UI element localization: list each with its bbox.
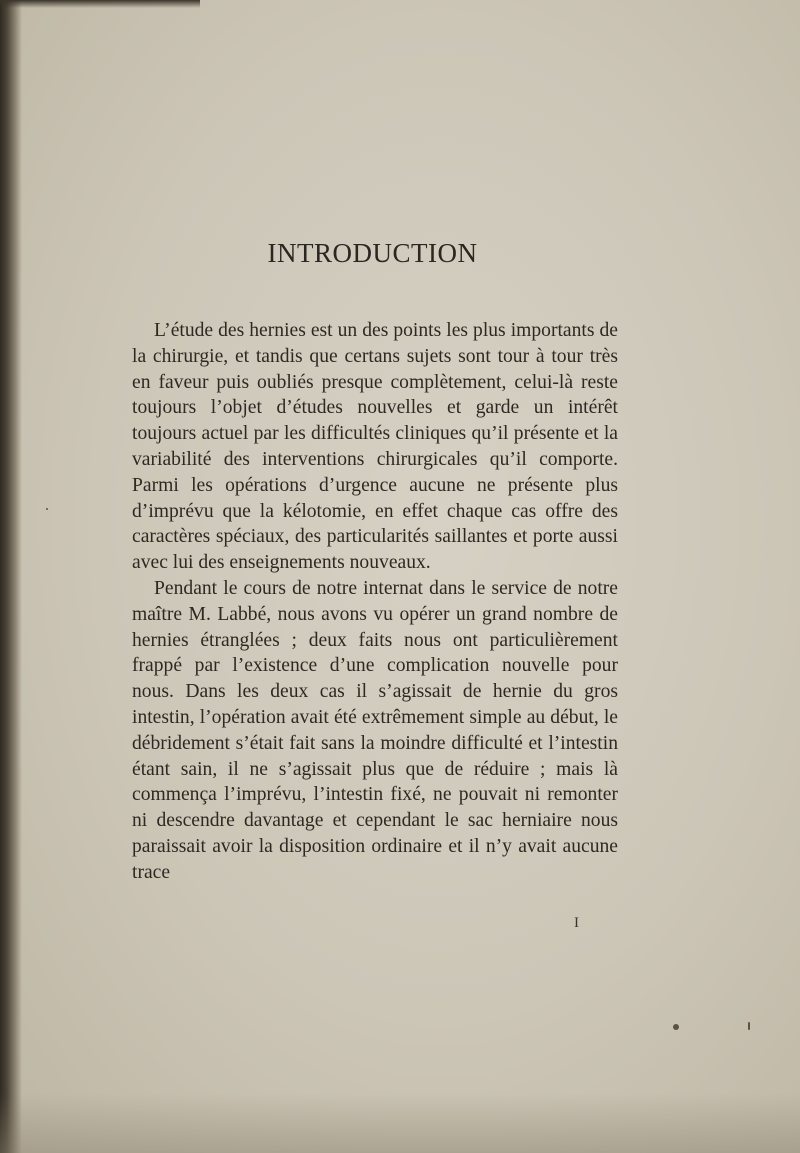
paragraph-1: L’étude des hernies est un des points les plus importants de la chirurgie, et tandis que certans sujets sont tour à tour très en faveur puis oubliés presque complètement, celui-là reste toujours l’objet d’études nouvelles et garde un intérêt toujours actuel par les difficultés cliniques qu’il présente et la variabilité des interventions chirurgicales qu’il comporte. Parmi les opérations d’urgence aucune ne présente plus d’imprévu que la kélotomie, en effet chaque cas offre des caractères spéciaux, des particularités saillantes et porte aussi avec lui des enseignements nouveaux. <box>132 320 618 574</box>
paragraph-2: Pendant le cours de notre internat dans le service de notre maître M. Labbé, nous avons vu opérer un grand nombre de hernies étranglées ; deux faits nous ont particulièrement frappé par l’existence d’une complication nouvelle pour nous. Dans les deux cas il s’agissait de hernie du gros intestin, l’opération avait été extrêmement simple au début, le débridement s’était fait sans la moindre difficulté et l’intestin étant sain, il ne s’agissait plus que de réduire ; mais là commença l’imprévu, l’intestin fixé, ne pouvait ni remonter ni descendre davantage et cependant le sac herniaire nous paraissait avoir la disposition ordinaire et il n’y avait aucune trace <box>132 577 618 883</box>
chapter-title: INTRODUCTION <box>267 238 478 268</box>
page-top-edge <box>0 0 200 8</box>
body-text <box>132 318 618 886</box>
paper-speck <box>673 1024 679 1030</box>
paper-speck <box>46 508 48 510</box>
page-bottom-shadow <box>0 1093 800 1153</box>
signature-mark: I <box>574 915 579 931</box>
page-binding-edge <box>0 0 22 1153</box>
paper-speck <box>748 1022 750 1030</box>
